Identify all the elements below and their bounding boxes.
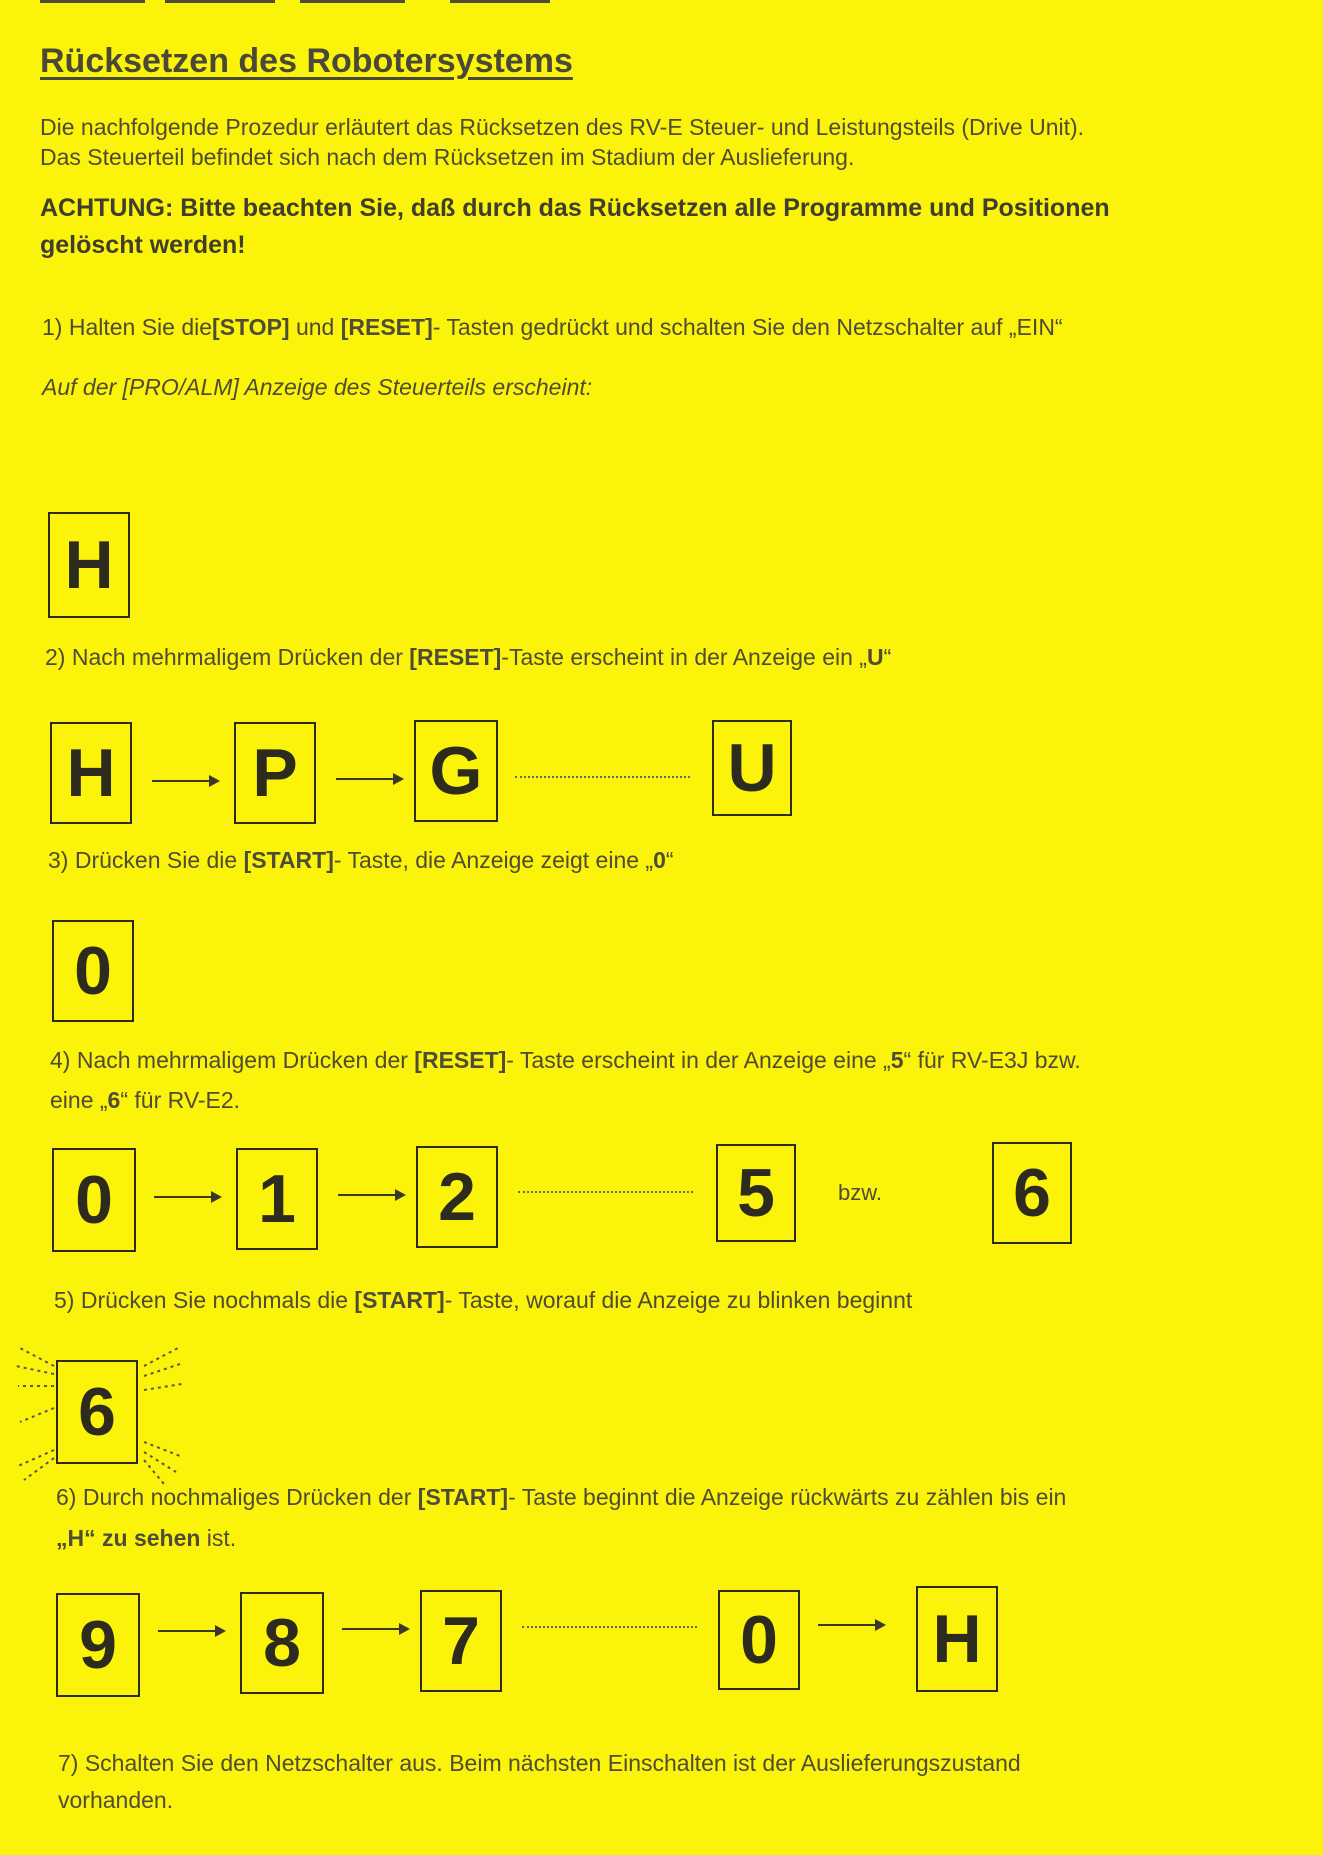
display-6-char-8: 8 bbox=[240, 1592, 324, 1694]
display-2-char-u: U bbox=[712, 720, 792, 816]
arrow-right-icon bbox=[338, 1194, 404, 1196]
display-6-char-7: 7 bbox=[420, 1590, 502, 1692]
warning-line-1: ACHTUNG: Bitte beachten Sie, daß durch das Rücksetzen alle Programme und Positionen bbox=[40, 194, 1110, 222]
display-2-char-p: P bbox=[234, 722, 316, 824]
display-4-char-2: 2 bbox=[416, 1146, 498, 1248]
ellipsis-dots bbox=[522, 1626, 697, 1628]
display-2-char-g: G bbox=[414, 720, 498, 822]
arrow-right-icon bbox=[342, 1628, 408, 1630]
step-7-text-2: vorhanden. bbox=[58, 1787, 174, 1813]
step-1-note: Auf der [PRO/ALM] Anzeige des Steuerteils erscheint: bbox=[42, 374, 593, 400]
step-6-text-1: 6) Durch nochmaliges Drücken der [START]- Taste beginnt die Anzeige rückwärts zu zählen bis ein bbox=[56, 1484, 1067, 1510]
display-4-char-6: 6 bbox=[992, 1142, 1072, 1244]
display-2-char-h: H bbox=[50, 722, 132, 824]
display-1-char: H bbox=[48, 512, 130, 618]
ellipsis-dots bbox=[518, 1191, 693, 1193]
step-7-text-1: 7) Schalten Sie den Netzschalter aus. Beim nächsten Einschalten ist der Auslieferungszustand bbox=[58, 1750, 1021, 1776]
display-4-char-5: 5 bbox=[716, 1144, 796, 1242]
page-title: Rücksetzen des Robotersystems bbox=[40, 42, 573, 80]
display-5-char: 6 bbox=[56, 1360, 138, 1464]
or-label: bzw. bbox=[838, 1180, 883, 1205]
display-6-char-h: H bbox=[916, 1586, 998, 1692]
arrow-right-icon bbox=[154, 1196, 220, 1198]
top-rule-fragments bbox=[40, 0, 680, 4]
display-4-char-1: 1 bbox=[236, 1148, 318, 1250]
display-6-char-0: 0 bbox=[718, 1590, 800, 1690]
display-4-char-0: 0 bbox=[52, 1148, 136, 1252]
ellipsis-dots bbox=[515, 776, 690, 778]
arrow-right-icon bbox=[336, 778, 402, 780]
step-6-text-2: „H“ zu sehen ist. bbox=[56, 1525, 237, 1551]
intro-line-2: Das Steuerteil befindet sich nach dem Rücksetzen im Stadium der Auslieferung. bbox=[40, 144, 855, 170]
step-4-text-1: 4) Nach mehrmaligem Drücken der [RESET]- Taste erscheint in der Anzeige eine „5“ für RV-E3J bzw. bbox=[50, 1047, 1081, 1073]
arrow-right-icon bbox=[818, 1624, 884, 1626]
step-1-text: 1) Halten Sie die[STOP] und [RESET]- Tasten gedrückt und schalten Sie den Netzschalter auf „EIN“ bbox=[42, 314, 1063, 340]
arrow-right-icon bbox=[158, 1630, 224, 1632]
arrow-right-icon bbox=[152, 780, 218, 782]
display-3-char: 0 bbox=[52, 920, 134, 1022]
warning-line-2: gelöscht werden! bbox=[40, 231, 246, 259]
step-4-text-2: eine „6“ für RV-E2. bbox=[50, 1087, 241, 1113]
display-6-char-9: 9 bbox=[56, 1593, 140, 1697]
intro-line-1: Die nachfolgende Prozedur erläutert das Rücksetzen des RV-E Steuer- und Leistungsteils (Drive Unit). bbox=[40, 114, 1085, 140]
step-5-text: 5) Drücken Sie nochmals die [START]- Taste, worauf die Anzeige zu blinken beginnt bbox=[54, 1287, 913, 1313]
step-3-text: 3) Drücken Sie die [START]- Taste, die Anzeige zeigt eine „0“ bbox=[48, 847, 674, 873]
step-2-text: 2) Nach mehrmaligem Drücken der [RESET]-Taste erscheint in der Anzeige ein „U“ bbox=[45, 644, 892, 670]
